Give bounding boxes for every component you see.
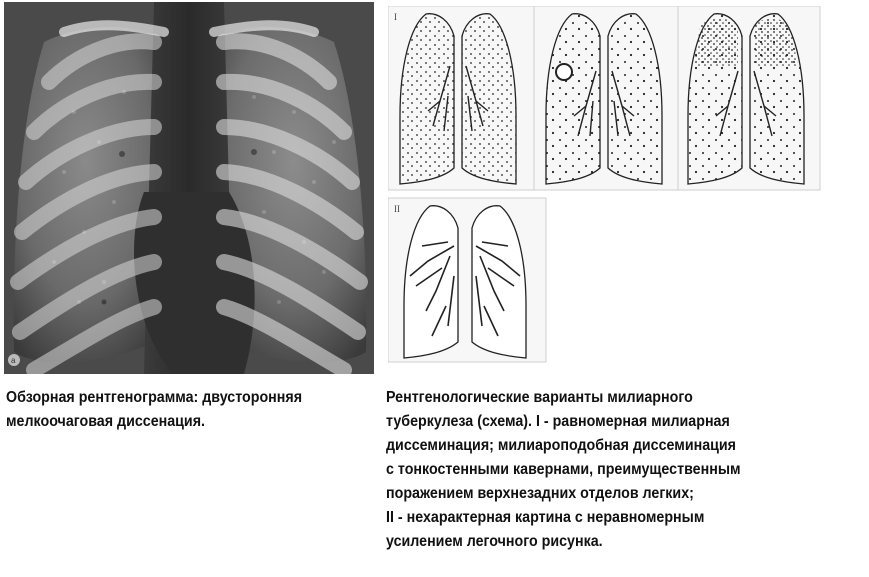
miliary-tb-schemes: [388, 6, 828, 366]
panel-II-label: II: [394, 204, 400, 214]
schemes-caption-line: с тонкостенными кавернами, преимущественным: [386, 461, 741, 478]
schemes-caption-line: диссеминация; милиароподобная диссеминация: [386, 437, 737, 454]
xray-corner-mark: a: [11, 356, 16, 365]
schemes-caption-line: поражением верхнезадних отделов легких;: [386, 485, 694, 502]
schemes-graphic: [388, 6, 828, 366]
schemes-caption-line: II - нехарактерная картина с неравномерным: [386, 509, 705, 526]
xray-caption: Обзорная рентгенограмма: двусторонняя мелкоочаговая диссенация.: [6, 389, 303, 430]
schemes-caption-line: усилением легочного рисунка.: [386, 533, 603, 550]
schemes-caption-line: туберкулеза (схема). I - равномерная милиарная: [386, 413, 730, 430]
schemes-caption: [386, 386, 828, 554]
schemes-caption-line: Рентгенологические варианты милиарного: [386, 389, 693, 406]
xray-graphic: [4, 2, 374, 374]
chest-xray-image: [4, 2, 374, 374]
panel-I-label: I: [394, 12, 397, 22]
